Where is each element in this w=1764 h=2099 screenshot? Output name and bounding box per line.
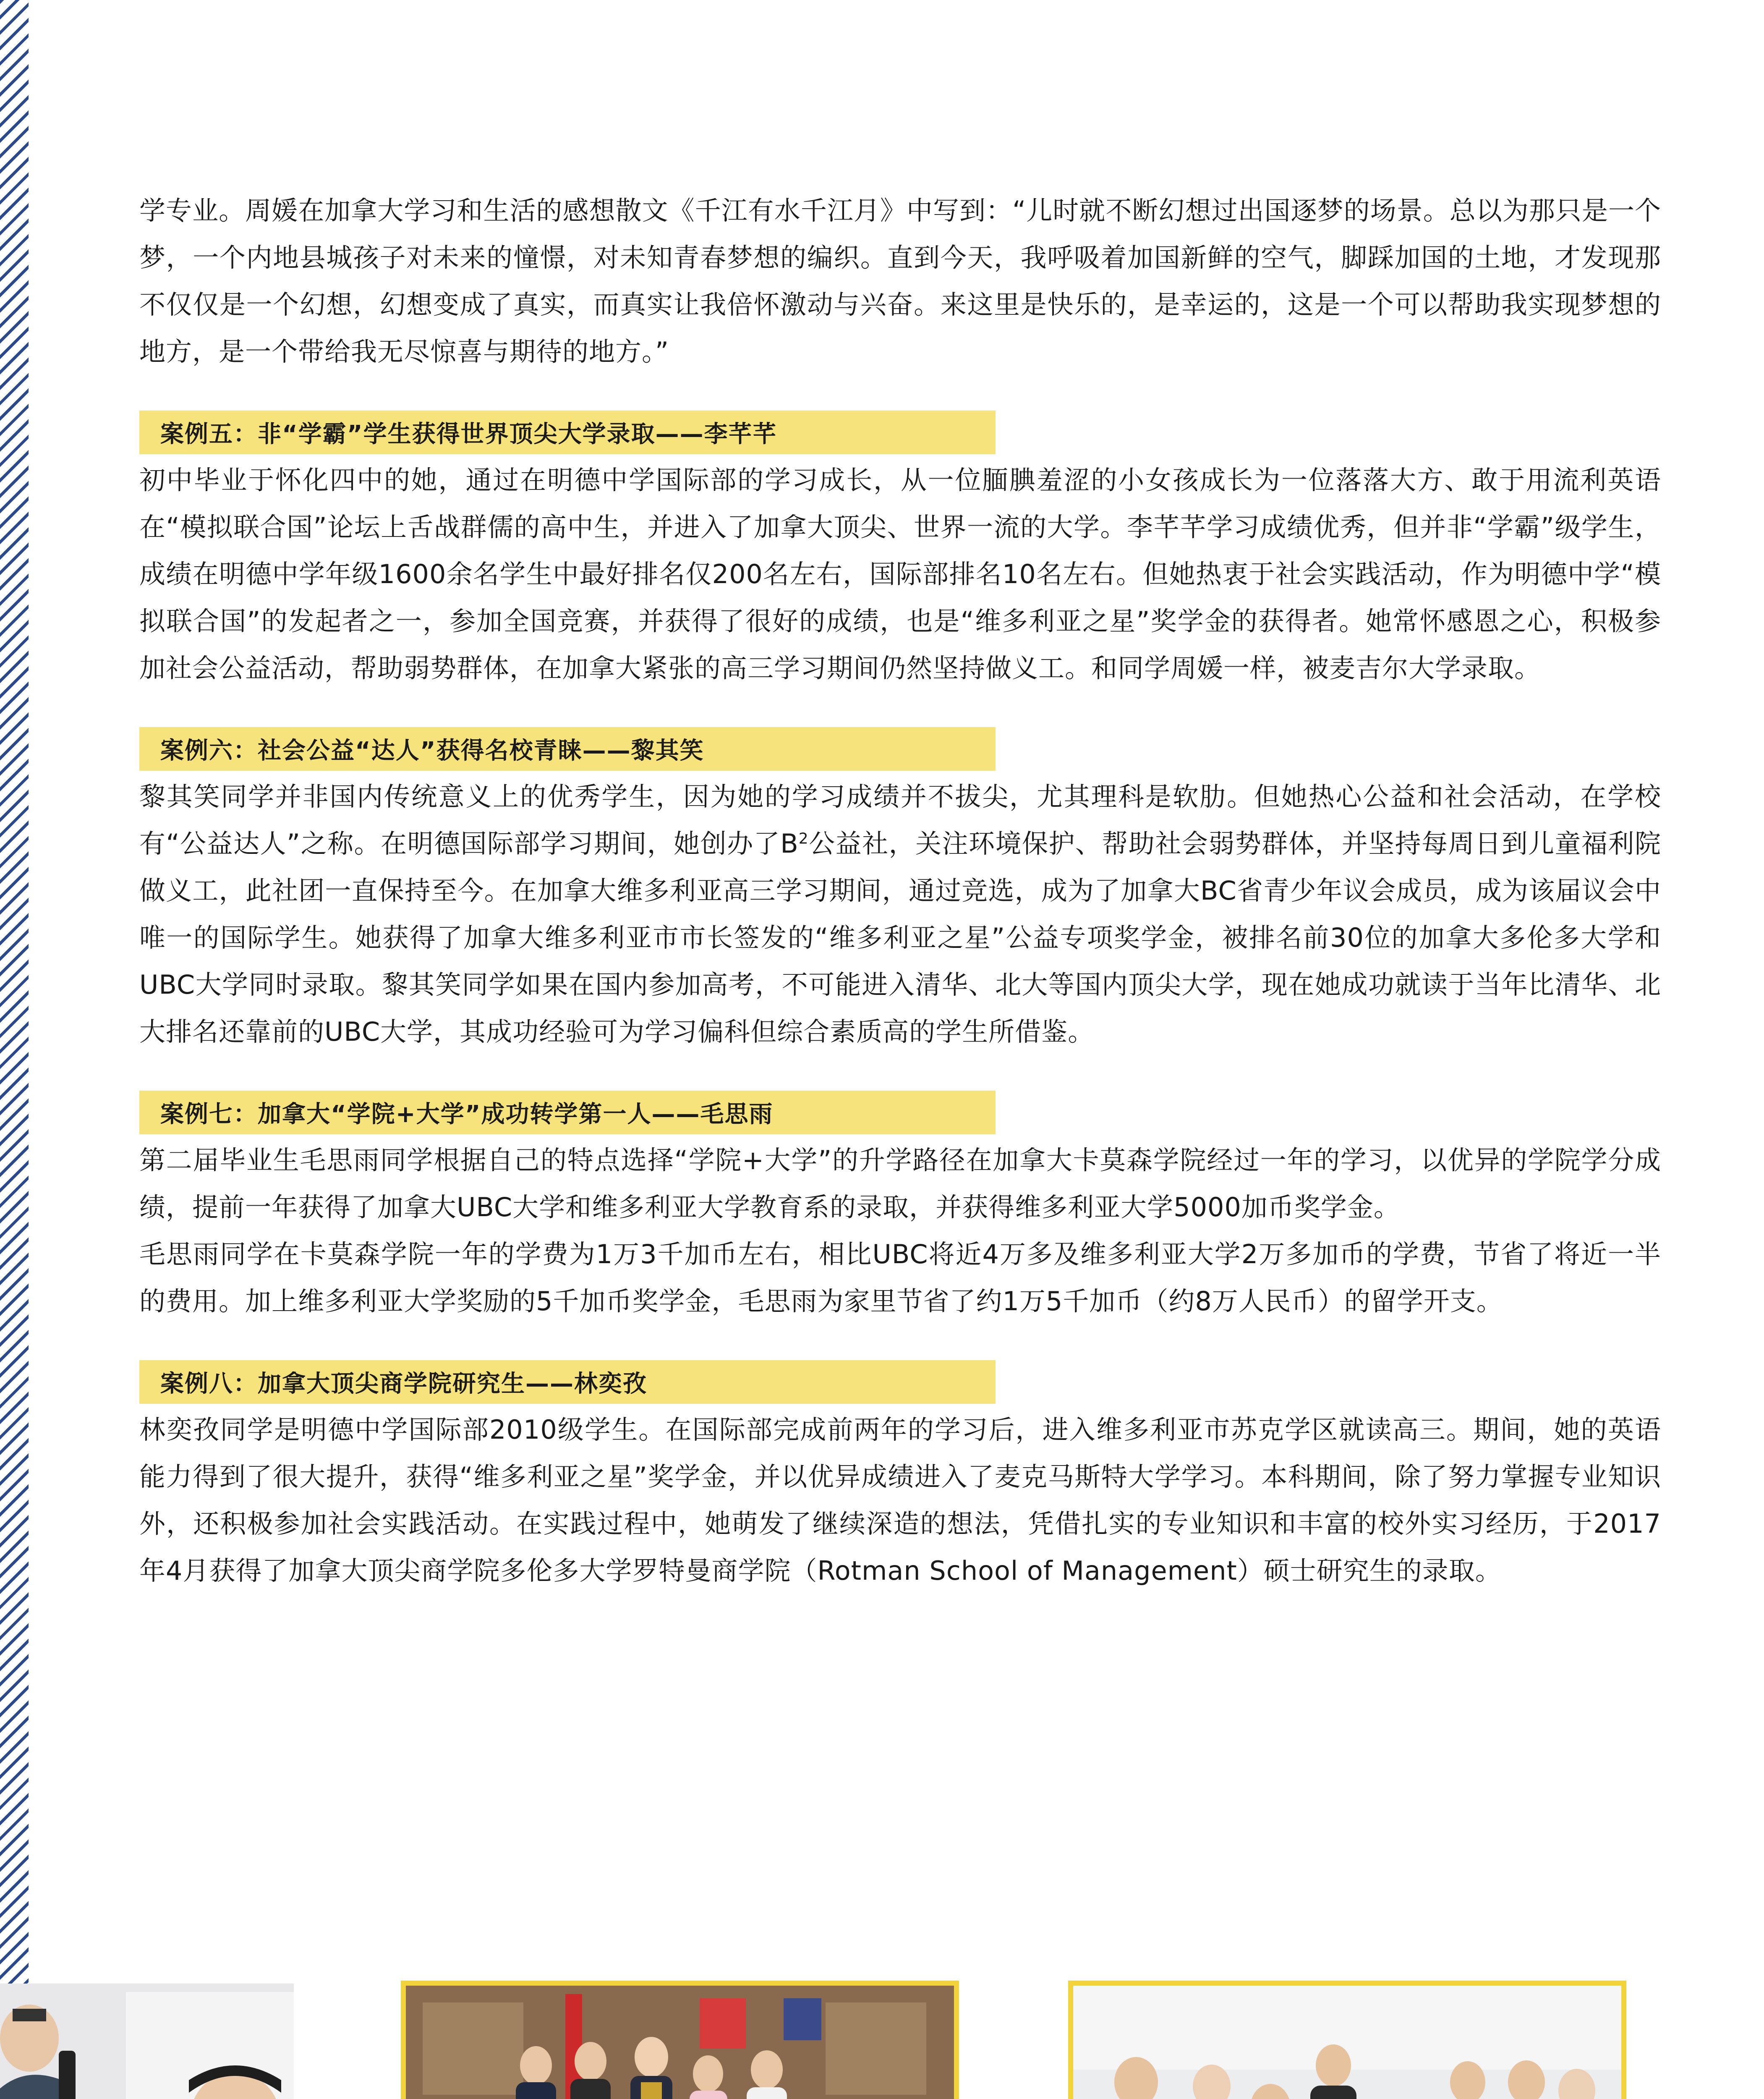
photo-hosting-illustration — [0, 1984, 294, 2099]
case-8-heading: 案例八：加拿大顶尖商学院研究生——林奕孜 — [139, 1360, 996, 1404]
case-7-heading: 案例七：加拿大“学院+大学”成功转学第一人——毛思雨 — [139, 1091, 996, 1134]
photo-mayor-group-illustration — [406, 1986, 954, 2099]
decorative-stripe — [0, 0, 29, 2099]
case-6-paragraph — [139, 773, 1661, 1055]
case-7-paragraph-1: 第二届毕业生毛思雨同学根据自己的特点选择“学院+大学”的升学路径在加拿大卡莫森学院经过一年的学习，以优异的学院学分成绩，提前一年获得了加拿大UBC大学和维多利亚大学教育系的录取，并获得维多利亚大学5000加币奖学金。 — [139, 1145, 1661, 1222]
case-6-text-a: 黎其笑同学并非国内传统意义上的优秀学生，因为她的学习成绩并不拔尖，尤其理科是软肋。但她热心公益和社会活动，在学校有“公益达人”之称。在明德国际部学习期间，她创办了B — [139, 781, 1661, 859]
superscript-2: 2 — [798, 830, 809, 848]
case-6-heading: 案例六：社会公益“达人”获得名校青睐——黎其笑 — [139, 727, 996, 771]
case-7-paragraph-2: 毛思雨同学在卡莫森学院一年的学费为1万3千加币左右，相比UBC将近4万多及维多利亚大学2万多加币的学费，节省了将近一半的费用。加上维多利亚大学奖励的5千加币奖学金，毛思雨为家里节省了约1万5千加币（约8万人民币）的留学开支。 — [139, 1239, 1661, 1316]
case-5-paragraph: 初中毕业于怀化四中的她，通过在明德中学国际部的学习成长，从一位腼腆羞涩的小女孩成长为一位落落大方、敢于用流利英语在“模拟联合国”论坛上舌战群儒的高中生，并进入了加拿大顶尖、世界一流的大学。李芊芊学习成绩优秀，但并非“学霸”级学生，成绩在明德中学年级1600余名学生中最好排名仅200名左右，国际部排名10名左右。但她热衷于社会实践活动，作为明德中学“模拟联合国”的发起者之一，参加全国竞赛，并获得了很好的成绩，也是“维多利亚之星”奖学金的获得者。她常怀感恩之心，积极参加社会公益活动，帮助弱势群体，在加拿大紧张的高三学习期间仍然坚持做义工。和同学周媛一样，被麦吉尔大学录取。 — [139, 465, 1661, 683]
case-8-paragraph: 林奕孜同学是明德中学国际部2010级学生。在国际部完成前两年的学习后，进入维多利亚市苏克学区就读高三。期间，她的英语能力得到了很大提升，获得“维多利亚之星”奖学金，并以优异成绩进入了麦克马斯特大学学习。本科期间，除了努力掌握专业知识外，还积极参加社会实践活动。在实践过程中，她萌发了继续深造的想法，凭借扎实的专业知识和丰富的校外实习经历，于2017年4月获得了加拿大顶尖商学院多伦多大学罗特曼商学院（Rotman School of Management）硕士研究生的录取。 — [139, 1414, 1661, 1586]
article-body — [139, 187, 1661, 1594]
intro-paragraph: 学专业。周媛在加拿大学习和生活的感想散文《千江有水千江月》中写到：“儿时就不断幻想过出国逐梦的场景。总以为那只是一个梦，一个内地县城孩子对未来的憧憬，对未知青春梦想的编织。直到今天，我呼吸着加国新鲜的空气，脚踩加国的土地，才发现那不仅仅是一个幻想，幻想变成了真实，而真实让我倍怀激动与兴奋。来这里是快乐的，是幸运的，这是一个可以帮助我实现梦想的地方，是一个带给我无尽惊喜与期待的地方。” — [139, 195, 1661, 367]
photo-scholarship-illustration — [1073, 1986, 1621, 2099]
photo-hosting — [0, 1984, 294, 2099]
case-6-text-b: 公益社，关注环境保护、帮助社会弱势群体，并坚持每周日到儿童福利院做义工，此社团一直保持至今。在加拿大维多利亚高三学习期间，通过竞选，成为了加拿大BC省青少年议会成员，成为该届议会中唯一的国际学生。她获得了加拿大维多利亚市市长签发的“维多利亚之星”公益专项奖学金，被排名前30位的加拿大多伦多大学和UBC大学同时录取。黎其笑同学如果在国内参加高考，不可能进入清华、北大等国内顶尖大学，现在她成功就读于当年比清华、北大排名还靠前的UBC大学，其成功经验可为学习偏科但综合素质高的学生所借鉴。 — [139, 828, 1661, 1047]
photo-mayor-group — [401, 1981, 959, 2099]
case-5-heading: 案例五：非“学霸”学生获得世界顶尖大学录取——李芊芊 — [139, 411, 996, 454]
photo-scholarship-group — [1068, 1981, 1626, 2099]
